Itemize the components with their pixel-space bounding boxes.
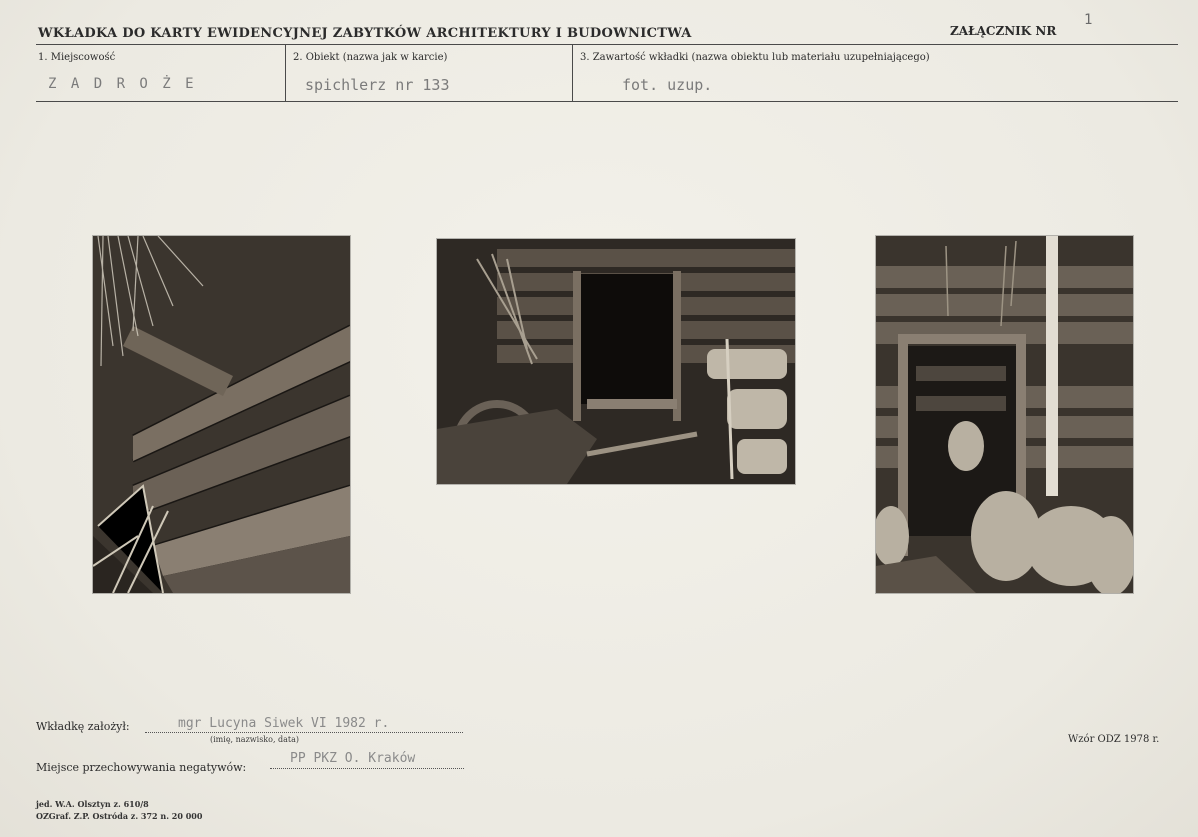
field-object-value: spichlerz nr 133 — [305, 76, 450, 94]
print-info-line2: OZGraf. Z.P. Ostróda z. 372 n. 20 000 — [36, 811, 203, 821]
created-by-label: Wkładkę założył: — [36, 720, 130, 733]
interior-corner-photo — [93, 236, 350, 593]
created-by-dotline — [145, 732, 463, 733]
print-info-line1: jed. W.A. Olsztyn z. 610/8 — [36, 799, 149, 809]
created-by-value: mgr Lucyna Siwek VI 1982 r. — [178, 716, 390, 731]
storage-label: Miejsce przechowywania negatywów: — [36, 761, 247, 774]
field-location-value: Z A D R O Ż E — [48, 76, 197, 92]
interior-doorway-sacks-photo — [876, 236, 1133, 593]
annex-label: ZAŁĄCZNIK NR — [950, 24, 1057, 38]
storage-dotline — [270, 768, 464, 769]
field-contents-value: fot. uzup. — [622, 76, 713, 94]
pattern-label: Wzór ODZ 1978 r. — [1068, 734, 1160, 745]
annex-number: 1 — [1084, 12, 1093, 28]
field-contents-label: 3. Zawartość wkładki (nazwa obiektu lub materiału uzupełniającego) — [580, 52, 930, 63]
field-divider-1 — [285, 45, 286, 101]
field-location-label: 1. Miejscowość — [38, 52, 116, 63]
storage-value: PP PKZ O. Kraków — [290, 751, 416, 766]
header-rule-bottom — [36, 101, 1178, 102]
field-divider-2 — [572, 45, 573, 101]
field-object-label: 2. Obiekt (nazwa jak w karcie) — [293, 52, 448, 63]
created-by-caption: (imię, nazwisko, data) — [210, 735, 300, 744]
interior-doorway-machine-photo — [437, 239, 795, 484]
form-title: WKŁADKA DO KARTY EWIDENCYJNEJ ZABYTKÓW ARCHITEKTURY I BUDOWNICTWA — [38, 26, 692, 41]
header-rule-top — [36, 44, 1178, 45]
